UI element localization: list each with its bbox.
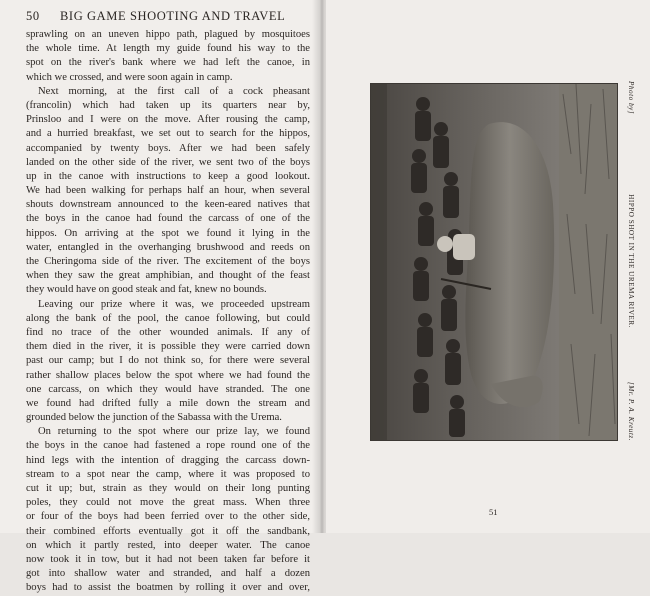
text-line: which we crossed, and were soon again in camp.	[26, 71, 233, 83]
text-line: or four of the boys had been ferried over to the other side,	[26, 511, 310, 523]
text-line: past our camp; but I do not think so, for there were several	[26, 355, 310, 367]
text-line: got into shallow water and stranded, and half a dozen	[26, 568, 310, 580]
text-line: find no trace of the other wounded animals. If any of	[26, 326, 310, 338]
photo-credit-prefix: Photo by]	[627, 81, 635, 115]
text-line: accompanied by twenty boys. After we had been safely	[26, 142, 310, 154]
text-line: along the bank of the pool, the canoe following, but could	[26, 312, 310, 324]
left-page	[0, 0, 320, 594]
text-line: up in the canoe with instructions to keep a good lookout.	[26, 170, 310, 182]
text-line: spot on the river's bank where we had left the canoe, in	[26, 57, 310, 69]
text-line: the boys in the canoe had fastened a rope round one of the	[26, 440, 310, 452]
text-line: they would have on good steak and fat, knew no bounds.	[26, 284, 267, 296]
text-line: sprawling on an uneven hippo path, plagued by mosquitoes	[26, 29, 310, 40]
plate-caption	[622, 83, 636, 439]
text-line: Next morning, at the first call of a cock pheasant	[38, 85, 310, 97]
text-line: Prinsloo and I were on the move. After rousing the camp,	[26, 114, 310, 126]
text-line: the boys in the canoe had found the carcass of one of the	[26, 213, 310, 225]
text-line: their combined efforts eventually got it off the sandbank,	[26, 525, 310, 537]
text-line: grounded below the junction of the Sabassa with the Urema.	[26, 412, 282, 424]
text-line: one carcass, on which they would have stranded. The one	[26, 383, 310, 395]
text-line: on which it partly rested, into deeper water. The canoe	[26, 539, 310, 551]
text-line: hind legs with the intention of dragging the carcass down-	[26, 454, 310, 466]
text-line: cut it up; but, strain as they would on their long punting	[26, 483, 310, 494]
text-line: and a hurried breakfast, we set out to search for the hippos,	[26, 128, 310, 140]
text-line: them died in the river, it is possible they were carried down	[26, 341, 310, 353]
text-line: when they saw the great amphibian, and thought of the feast	[26, 270, 310, 282]
text-line: We had been walking for perhaps half an hour, when several	[26, 185, 310, 197]
right-page	[326, 0, 650, 533]
text-line: stream to a spot near the camp, where it was proposed to	[26, 468, 310, 480]
running-head-title: BIG GAME SHOOTING AND TRAVEL	[60, 9, 286, 23]
text-line: poles, they could not move the great mass. When three	[26, 497, 310, 509]
text-line: the Cheringoma side of the river. The excitement of the boys	[26, 256, 310, 267]
text-line: Leaving our prize where it was, we proceeded upstream	[38, 298, 310, 310]
text-line: shouts downstream announced to the keen-eared natives that	[26, 199, 310, 211]
text-line: (francolin) which had taken up its quarters near by,	[26, 99, 310, 111]
text-line: hippos. On arriving at the spot we found it lying in the	[26, 227, 310, 239]
photo-plate	[370, 83, 618, 441]
text-line: boys had to assist the boatmen by rolling it over and over,	[26, 582, 310, 594]
text-line: landed on the other side of the river, we sent two of the boys	[26, 156, 310, 168]
text-line: rather shallow places below the spot where we had found the	[26, 369, 310, 381]
page-number-right: 51	[489, 507, 498, 517]
text-line: we found had drifted fully a mile down the stream and	[26, 397, 310, 409]
text-line: water, entangled in the overhanging brushwood and reeds on	[26, 241, 310, 253]
text-line: On returning to the spot where our prize lay, we found	[38, 426, 310, 438]
body-text	[26, 28, 310, 596]
text-line: now took it in tow, but it had not been taken far before it	[26, 553, 310, 565]
plate-title: HIPPO SHOT IN THE UREMA RIVER.	[627, 194, 635, 328]
text-line: the whole time. At length my guide found his way to the	[26, 43, 310, 55]
page-number-left: 50	[26, 9, 40, 23]
hippo-photograph	[371, 84, 617, 440]
photo-credit-name: [Mr. P. A. Kreutz.	[627, 382, 635, 441]
